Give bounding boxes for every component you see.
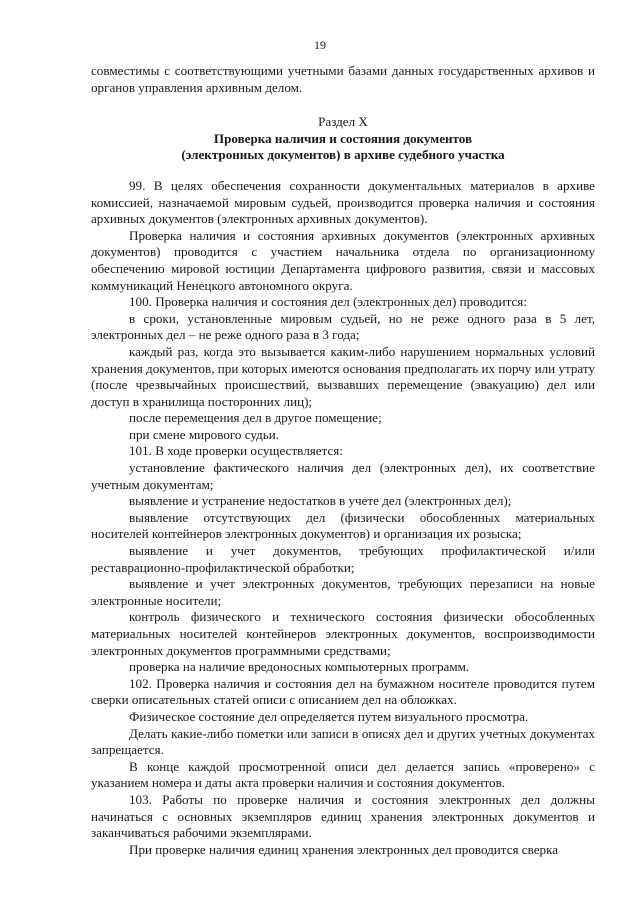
paragraph-101-item-2: выявление и устранение недостатков в учете дел (электронных дел);	[129, 493, 512, 509]
paragraph-102: 102. Проверка наличия и состояния дел на бумажном носителе проводится путем сверки описательных статей описи с описанием дел на обложках.	[91, 675, 595, 708]
paragraph-102-continued-3: В конце каждой просмотренной описи дел делается запись «проверено» с указанием номера и даты акта проверки наличия и состояния документов.	[91, 758, 595, 791]
paragraph-102-continued-1: Физическое состояние дел определяется путем визуального просмотра.	[129, 708, 529, 724]
paragraph-100-item-3: после перемещения дел в другое помещение;	[129, 410, 382, 426]
paragraph-100-item-2: каждый раз, когда это вызывается каким-либо нарушением нормальных условий хранения документов, при которых имеются основания предполагать их порчу или утрату (после чрезвычайных происшествий, вызвавших перемещение (эвакуацию) дел или доступ в хранилища посторонних лиц);	[91, 343, 595, 409]
section-title-line-1: Проверка наличия и состояния документов	[213, 130, 473, 146]
paragraph-101-item-7: проверка на наличие вредоносных компьютерных программ.	[129, 659, 470, 675]
paragraph-101-item-5: выявление и учет электронных документов, требующих перезаписи на новые электронные носители;	[91, 576, 595, 608]
paragraph-99: 99. В целях обеспечения сохранности документальных материалов в архиве комиссией, назначаемой мировым судьей, производится проверка наличия и состояния архивных документов (электронных архивных документов).	[91, 177, 595, 227]
paragraph-101-item-1: установление фактического наличия дел (электронных дел), их соответствие учетным документам;	[91, 460, 595, 492]
paragraph-100-item-1: в сроки, установленные мировым судьей, но не реже одного раза в 5 лет, электронных дел – не реже одного раза в 3 года;	[91, 310, 595, 343]
paragraph-99-continued: Проверка наличия и состояния архивных документов (электронных архивных документов) проводится с участием начальника отдела по организационному обеспечению мировой юстиции Департамента цифрового развития, связи и массовых коммуникаций Ненецкого автономного округа.	[91, 227, 595, 293]
section-title-line-2: (электронных документов) в архиве судебного участка	[181, 147, 505, 163]
intro-paragraph: совместимы с соответствующими учетными базами данных государственных архивов и органов управления архивным делом.	[91, 63, 595, 95]
section-label: Раздел X	[318, 114, 368, 130]
paragraph-101-item-6: контроль физического и технического состояния физически обособленных материальных носителей контейнеров электронных документов, воспроизводимости электронных документов программными средствами;	[91, 609, 595, 658]
document-body	[91, 63, 595, 858]
paragraph-101-item-3: выявление отсутствующих дел (физически обособленных материальных носителей контейнеров электронных документов) и организация их розыска;	[91, 509, 595, 542]
paragraph-100: 100. Проверка наличия и состояния дел (электронных дел) проводится:	[129, 294, 527, 310]
paragraph-101-item-4: выявление и учет документов, требующих профилактической и/или реставрационно-профилактической обработки;	[91, 543, 595, 575]
paragraph-103-continued: При проверке наличия единиц хранения электронных дел проводится сверка	[129, 841, 559, 857]
paragraph-101: 101. В ходе проверки осуществляется:	[129, 443, 343, 459]
paragraph-102-continued-2: Делать какие-либо пометки или записи в описях дел и других учетных документах запрещается.	[91, 725, 595, 758]
paragraph-103: 103. Работы по проверке наличия и состояния электронных дел должны начинаться с основных экземпляров единиц хранения электронных документов и заканчиваться рабочими экземплярами.	[91, 791, 595, 841]
paragraph-100-item-4: при смене мирового судьи.	[129, 426, 280, 442]
page-number: 19	[314, 38, 326, 52]
